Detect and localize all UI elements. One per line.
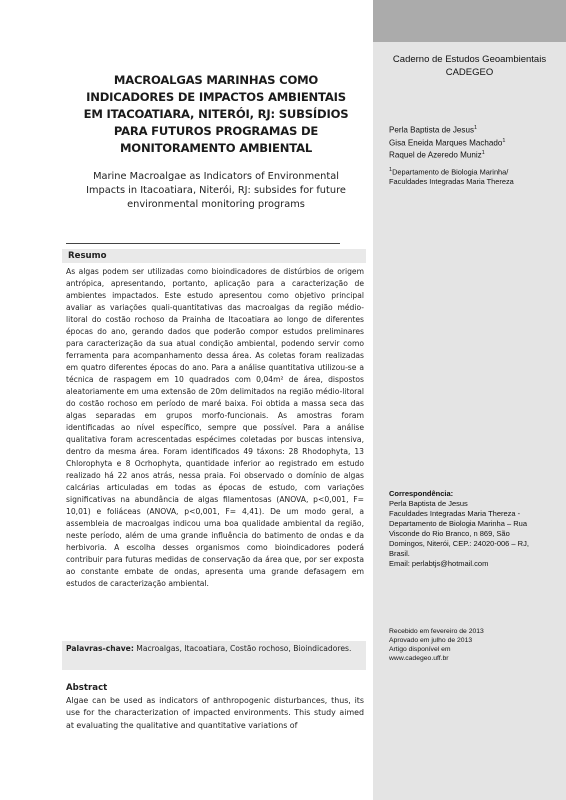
divider	[66, 243, 340, 244]
correspondence: Correspondência: Perla Baptista de Jesus Faculdades Integradas Maria Thereza - Departamento de Biologia Marinha – Rua Visconde do Rio Branco, n 869, São Domingos, Niterói, CEP.: 24020-006 – RJ, Brasil. Email: perlabtjs@hotmail.com	[389, 489, 559, 569]
author-list	[389, 123, 561, 161]
journal-title: Caderno de Estudos Geoambientais	[392, 54, 547, 65]
sidebar-header-band	[373, 0, 566, 42]
abstract-text: Algae can be used as indicators of anthropogenic disturbances, thus, its use for the characterization of impacted environments. This study aimed at evaluating the qualitative and quantitative variations of	[66, 696, 364, 730]
author: Raquel de Azeredo Muniz$^1$	[389, 150, 485, 161]
resumo-text: As algas podem ser utilizadas como bioindicadores de distúrbios de origem antrópica, apresentando, portanto, aplicação para a caracterização de ambientes impactados. Este estudo apresentou como objetivo principal avaliar as variações quali-quantitativas das macroalgas da região médio-litoral do costão rochoso da Prainha de Itacoatiara ao longo de diferentes épocas do ano, gerando dados que poderão compor estudos preliminares para caracterização da sua atual condição ambiental, podendo servir como ferramenta para acompanhamento dessa área. As coletas foram realizadas em quatro diferentes épocas do ano. Para a análise quantitativa utilizou-se a técnica de raspagem em 10 quadrados com 0,04m² de área, dispostos aleatoriamente em uma extensão de 20m delimitados na região médio-litoral do costão rochoso em período de maré baixa. Foi obtida a massa seca das algas separadas em grupos morfo-funcionais. As amostras foram identificadas ao nível específico, sempre que possível. Para a análise qualitativa foram acrescentadas espécimes coletadas por buscas intensiva, dentro da mesma área. Foram identificados 49 táxons: 28 Rhodophyta, 13 Chlorophyta e 8 Ocrhophyta, quantidade inferior ao registrado em estudo realizado há 22 anos atrás, nessa praia. Foi observado o domínio de algas calcárias articuladas em todas as épocas de estudo, com variações significativas na abundância de algas filamentosas (ANOVA, p<0,001, F= 10,01) e foliáceas (ANOVA, p<0,001, F= 4,41). De um modo geral, a assembleia de macroalgas indicou uma boa qualidade ambiental da região, neste período, além de uma grande influência do batimento de ondas e da herbivoria. A escolha desses organismos como bioindicadores poderá contribuir para futuras medidas de conservação da área que, por ser exposta ao constante embate de ondas, apresenta uma grande defasagem em estudos de caracterização ambiental.	[66, 267, 364, 589]
resumo-heading: Resumo	[68, 251, 107, 261]
author: Perla Baptista de Jesus$^1$	[389, 125, 478, 135]
correspondence-email: Email: perlabtjs@hotmail.com	[389, 559, 489, 568]
keywords-box	[62, 641, 366, 670]
resumo-heading-bar	[62, 249, 366, 263]
affiliation: $^1$Departamento de Biologia Marinha/ Faculdades Integradas Maria Thereza	[389, 167, 514, 187]
journal-name	[373, 53, 566, 79]
sidebar	[373, 0, 566, 800]
keywords: Macroalgas, Itacoatiara, Costão rochoso, Bioindicadores.	[136, 644, 352, 653]
author: Gisa Eneida Marques Machado$^1$	[389, 137, 506, 148]
abstract-heading: Abstract	[66, 683, 108, 693]
correspondence-heading: Correspondência:	[389, 489, 454, 498]
keywords-label: Palavras-chave:	[66, 644, 134, 653]
article-subtitle: Marine Macroalgae as Indicators of Environmental Impacts in Itacoatiara, Niterói, RJ: subsides for future environmental monitoring programs	[86, 171, 346, 210]
journal-acronym: CADEGEO	[445, 67, 494, 78]
journal-url: www.cadegeo.uff.br	[389, 655, 449, 662]
publication-dates: Recebido em fevereiro de 2013 Aprovado em julho de 2013 Artigo disponível em www.cadegeo.uff.br	[389, 627, 559, 663]
article-title: MACROALGAS MARINHAS COMO INDICADORES DE IMPACTOS AMBIENTAIS EM ITACOATIARA, NITERÓI, RJ: SUBSÍDIOS PARA FUTUROS PROGRAMAS DE MONITORAMENTO AMBIENTAL	[83, 73, 349, 155]
